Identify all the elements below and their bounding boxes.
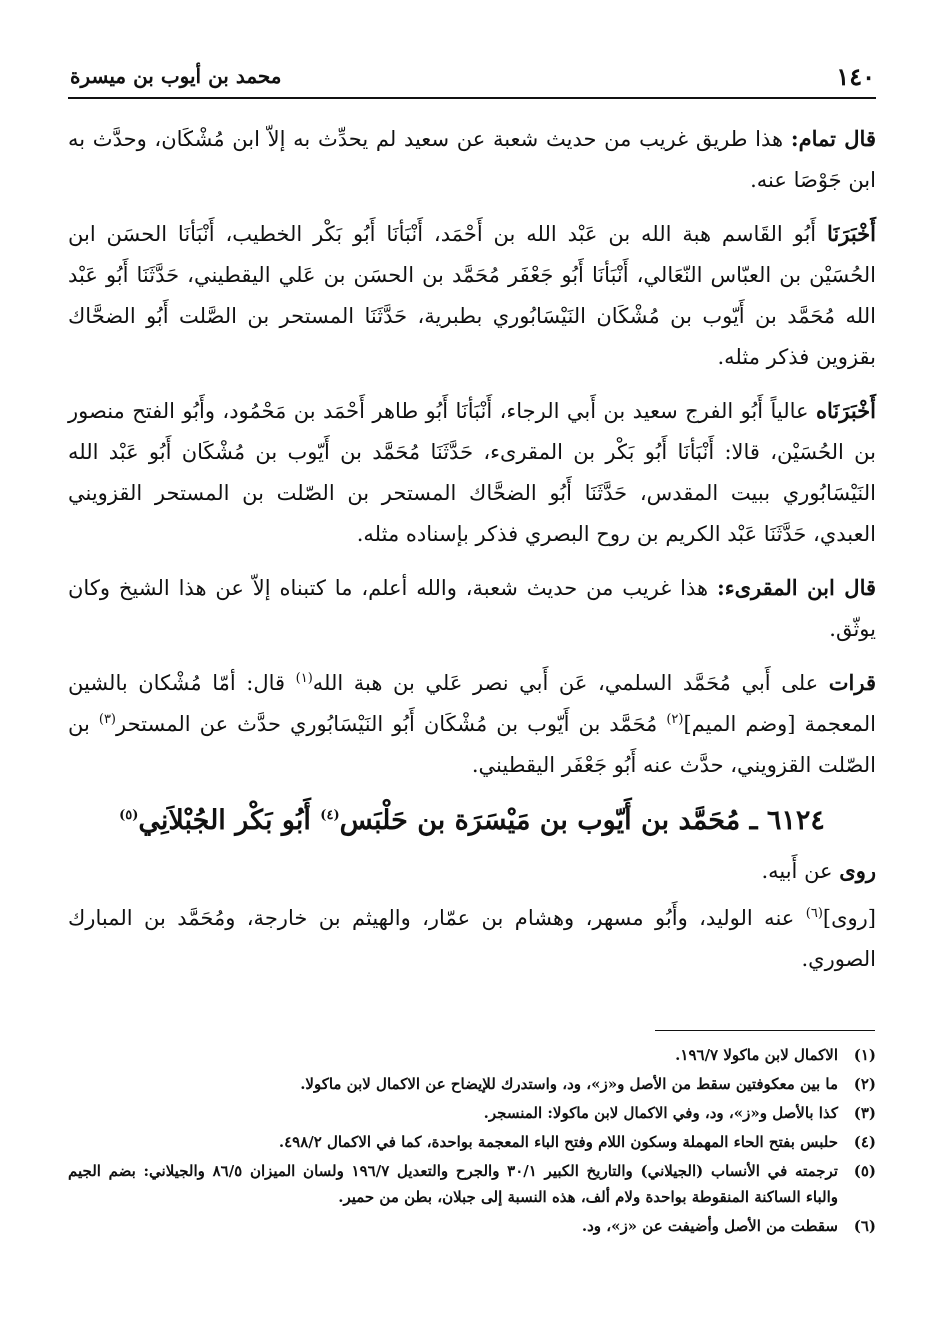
footnote-text: كذا بالأصل و«ز»، ود، وفي الاكمال لابن ماكولا: المنسجر. xyxy=(483,1104,838,1122)
paragraph-lead: قال تمام: xyxy=(790,126,876,151)
paragraph-lead: قرات xyxy=(828,670,876,695)
footnote-number: (٣) xyxy=(853,1104,876,1122)
footnote-number: (٥) xyxy=(853,1162,876,1180)
footnote-ref: (٣) xyxy=(98,712,116,727)
running-title: محمد بن أيوب بن ميسرة xyxy=(70,64,282,88)
footnote-ref: (٤) xyxy=(320,808,340,823)
footnote-text: الاكمال لابن ماكولا ١٩٦/٧. xyxy=(675,1046,838,1064)
entry-title: ٦١٢٤ ـ مُحَمَّد بن أَيّوب بن مَيْسَرَة بن حَلْبَس xyxy=(339,805,825,836)
entry-kunya: أَبُو بَكْر الجُبْلاَنِي xyxy=(138,805,321,836)
header-rule xyxy=(68,97,876,99)
paragraph-text: عالياً أَبُو الفرج سعيد بن أَبي الرجاء، أَنْبَأنَا أَبُو طاهر أَحْمَد بن مَحْمُود، وأَبُو الفتح منصور بن الحُسَيْن، قالا: أَنْبَأنَا أَبُو بَكْر بن المقرىء، حَدَّثَنَا مُحَمَّد بن أَيّوب بن مُشْكَان أَبُو عَبْد الله النَيْسَابُوري ببيت المقدس، حَدَّثَنَا أَبُو الضحَّاك المستحر بن الصّلت بن المستحر القزويني العبدي، حَدَّثَنَا عَبْد الكريم بن روح البصري فذكر بإسناده مثله. xyxy=(68,399,876,546)
paragraph-text: قال: أمّا مُشْكان بالشين المعجمة [وضم الميم] xyxy=(68,671,876,736)
paragraph-narrators xyxy=(68,898,876,980)
paragraph-text: بن الصّلت القزويني، حدَّث عنه أَبُو جَعْفَر اليقطيني. xyxy=(68,712,876,777)
footnote xyxy=(68,1071,876,1097)
main-text xyxy=(68,118,876,992)
paragraph-text: مُحَمَّد بن أَيّوب بن مُشْكَان أَبُو النَيْسَابُوري حدَّث عن المستحر xyxy=(116,712,667,736)
paragraph-3 xyxy=(68,390,876,555)
entry-heading xyxy=(68,798,876,844)
paragraph-text: على أَبي مُحَمَّد السلمي، عَن أَبي نصر عَلي بن هبة الله xyxy=(312,671,829,695)
footnote xyxy=(68,1158,876,1210)
paragraph-text: هذا طريق غريب من حديث شعبة عن سعيد لم يحدِّث به إلاّ ابن مُشْكَان، وحدَّث به ابن جَوْصَا عنه. xyxy=(68,127,876,192)
footnote-text: حلبس بفتح الحاء المهملة وسكون اللام وفتح الباء المعجمة بواحدة، كما في الاكمال ٤٩٨/٢. xyxy=(278,1133,838,1151)
footnote-number: (٦) xyxy=(853,1217,876,1235)
paragraph-lead: روى xyxy=(839,858,876,883)
page-number: ١٤٠ xyxy=(836,61,875,91)
paragraph-lead: أَخْبَرَنَا xyxy=(827,221,876,246)
paragraph-text: أَبُو القَاسم هبة الله بن عَبْد الله بن أَحْمَد، أَنْبَأنَا أَبُو بَكْر الخطيب، أَنْبَأنَا الحسَن ابن الحُسَيْن بن العبّاس النّعَالي، أَنْبَأنَا أَبُو جَعْفَر مُحَمَّد بن الحسَن بن عَلي اليقطيني، حَدَّثَنَا أَبُو عَبْد الله مُحَمَّد بن أَيّوب بن مُشْكَان النَيْسَابُوري بطبرية، حَدَّثَنَا المستحر بن الصَّلت أَبُو الضحَّاك بقزوين فذكر مثله. xyxy=(68,222,876,369)
footnote-number: (٢) xyxy=(853,1075,876,1093)
footnote-ref: (١) xyxy=(295,671,313,686)
paragraph-2 xyxy=(68,213,876,378)
footnote-number: (٤) xyxy=(853,1133,876,1151)
footnote xyxy=(68,1042,876,1068)
footnote xyxy=(68,1129,876,1155)
paragraph-lead: قال ابن المقرىء: xyxy=(716,575,876,600)
footnote-text: سقطت من الأصل وأضيفت عن «ز»، ود. xyxy=(581,1217,838,1235)
footnote xyxy=(68,1213,876,1239)
paragraph-text: عن أَبيه. xyxy=(761,859,840,883)
footnote-number: (١) xyxy=(853,1046,876,1064)
footnote-text: ما بين معكوفتين سقط من الأصل و«ز»، ود، واستدرك للإيضاح عن الاكمال لابن ماكولا. xyxy=(300,1075,838,1093)
paragraph-text: عنه الوليد، وأَبُو مسهر، وهشام بن عمّار، والهيثم بن خارجة، ومُحَمَّد بن المبارك الصوري. xyxy=(68,906,876,971)
footnote-text: ترجمته في الأنساب (الجيلاني) والتاريخ الكبير ٣٠/١ والجرح والتعديل ١٩٦/٧ ولسان الميزان ٨٦/٥ والجيلاني: بضم الجيم والباء الساكنة المنقوطة بواحدة ولام ألف، هذه النسبة إلى جبلان، بطن من حمير. xyxy=(68,1162,838,1206)
footnote-ref: (٦) xyxy=(805,906,823,921)
footnote xyxy=(68,1100,876,1126)
paragraph-text: هذا غريب من حديث شعبة، والله أعلم، ما كتبناه إلاّ عن هذا الشيخ وكان يوثّق. xyxy=(68,576,876,641)
paragraph-qara xyxy=(68,662,876,786)
footnotes xyxy=(68,1042,876,1242)
footnote-rule xyxy=(655,1030,875,1031)
footnote-ref: (٢) xyxy=(666,712,684,727)
paragraph-1 xyxy=(68,118,876,201)
page-header xyxy=(70,58,875,94)
footnote-ref: (٥) xyxy=(119,808,139,823)
paragraph-riwaya xyxy=(68,850,876,892)
paragraph-lead: أَخْبَرَنَاه xyxy=(816,398,876,423)
paragraph-text: [روى] xyxy=(822,906,876,930)
paragraph-4 xyxy=(68,567,876,650)
